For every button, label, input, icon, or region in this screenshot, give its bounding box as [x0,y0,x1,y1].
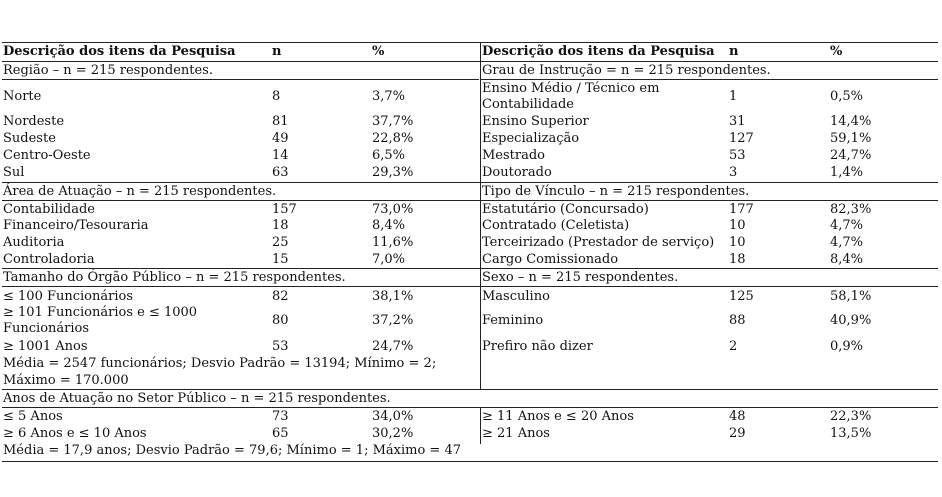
row-label: Mestrado [482,148,546,163]
rule-section-3-title [2,286,938,287]
row-label: Terceirizado (Prestador de serviço) [482,235,715,250]
rule-section-2 [2,182,938,183]
row-pct: 13,5% [830,426,872,441]
row-pct: 24,7% [372,339,414,354]
row-n: 125 [729,289,754,304]
section-title-vinculo: Tipo de Vínculo – n = 215 respondentes. [482,184,750,199]
row-label: Ensino Superior [482,114,589,129]
row-pct: 34,0% [372,409,414,424]
row-label: Norte [3,89,42,104]
row-pct: 82,3% [830,202,872,217]
header-desc-right: Descrição dos itens da Pesquisa [482,44,715,59]
rule-section-4 [2,389,938,390]
row-label: ≥ 1001 Anos [3,339,88,354]
row-n: 65 [272,426,289,441]
row-n: 3 [729,165,738,180]
section-title-tamanho: Tamanho do Órgão Público – n = 215 respondentes. [3,270,346,285]
row-pct: 8,4% [830,252,864,267]
row-n: 63 [272,165,289,180]
row-pct: 40,9% [830,313,872,328]
rule-bottom [2,461,938,462]
row-label: Especialização [482,131,580,146]
row-n: 48 [729,409,746,424]
row-pct: 0,5% [830,89,864,104]
row-n: 18 [272,218,289,233]
row-label: Centro-Oeste [3,148,91,163]
row-n: 81 [272,114,289,129]
row-n: 88 [729,313,746,328]
row-label: Cargo Comissionado [482,252,619,267]
row-n: 82 [272,289,289,304]
row-label: Prefiro não dizer [482,339,593,354]
row-pct: 37,7% [372,114,414,129]
row-n: 127 [729,131,754,146]
row-label: ≥ 6 Anos e ≤ 10 Anos [3,426,147,441]
section-title-grau: Grau de Instrução = n = 215 respondentes. [482,63,771,78]
row-pct: 24,7% [830,148,872,163]
header-pct-left: % [372,44,385,59]
rule-regiao-title [2,79,479,80]
row-pct: 29,3% [372,165,414,180]
rule-grau-title [480,79,938,80]
row-label: Contratado (Celetista) [482,218,630,233]
row-pct: 58,1% [830,289,872,304]
row-n: 10 [729,235,746,250]
header-n-left: n [272,44,282,59]
rule-section-3 [2,268,938,269]
row-label: ≤ 5 Anos [3,409,63,424]
row-n: 15 [272,252,289,267]
header-pct-right: % [830,44,843,59]
row-n: 31 [729,114,746,129]
rule-header-bottom [2,61,938,62]
section-title-setor: Anos de Atuação no Setor Público – n = 215 respondentes. [3,391,391,406]
row-label: ≥ 101 Funcionários e ≤ 1000 [3,305,198,320]
row-pct: 73,0% [372,202,414,217]
row-n: 157 [272,202,297,217]
row-label: ≥ 21 Anos [482,426,550,441]
row-n: 29 [729,426,746,441]
row-pct: 22,8% [372,131,414,146]
section-title-regiao: Região – n = 215 respondentes. [3,63,213,78]
row-label: Doutorado [482,165,552,180]
row-label: Ensino Médio / Técnico em [482,81,660,96]
header-desc-left: Descrição dos itens da Pesquisa [3,44,236,59]
row-n: 177 [729,202,754,217]
row-n: 1 [729,89,738,104]
row-n: 53 [729,148,746,163]
row-pct: 38,1% [372,289,414,304]
row-pct: 3,7% [372,89,406,104]
row-pct: 22,3% [830,409,872,424]
section-title-area: Área de Atuação – n = 215 respondentes. [3,184,277,199]
row-pct: 37,2% [372,313,414,328]
row-pct: 7,0% [372,252,406,267]
row-pct: 30,2% [372,426,414,441]
rule-section-2-title [2,200,938,201]
row-n: 80 [272,313,289,328]
row-label: Auditoria [3,235,65,250]
row-n: 49 [272,131,289,146]
row-label: ≤ 100 Funcionários [3,289,133,304]
section-title-sexo: Sexo – n = 215 respondentes. [482,270,679,285]
row-n: 25 [272,235,289,250]
divider-bottom [480,407,481,444]
stats-line-cont: Máximo = 170.000 [3,373,129,388]
row-pct: 1,4% [830,165,864,180]
header-n-right: n [729,44,739,59]
row-label-cont: Contabilidade [482,97,575,112]
rule-top [2,42,938,43]
row-n: 73 [272,409,289,424]
row-label: Controladoria [3,252,95,267]
divider-top [480,42,481,389]
row-pct: 14,4% [830,114,872,129]
row-label: Sul [3,165,25,180]
row-n: 8 [272,89,281,104]
row-pct: 11,6% [372,235,414,250]
row-n: 53 [272,339,289,354]
row-pct: 4,7% [830,235,864,250]
row-label: Estatutário (Concursado) [482,202,649,217]
row-n: 18 [729,252,746,267]
stats-line: Média = 17,9 anos; Desvio Padrão = 79,6; Mínimo = 1; Máximo = 47 [3,443,461,458]
row-n: 10 [729,218,746,233]
row-pct: 4,7% [830,218,864,233]
row-pct: 59,1% [830,131,872,146]
row-n: 2 [729,339,738,354]
row-label: Nordeste [3,114,65,129]
row-label: ≥ 11 Anos e ≤ 20 Anos [482,409,634,424]
stats-line: Média = 2547 funcionários; Desvio Padrão = 13194; Mínimo = 2; [3,356,437,371]
row-label: Feminino [482,313,544,328]
row-label: Masculino [482,289,550,304]
row-n: 14 [272,148,289,163]
row-pct: 8,4% [372,218,406,233]
row-label: Contabilidade [3,202,96,217]
row-label-cont: Funcionários [3,321,90,336]
row-pct: 6,5% [372,148,406,163]
row-label: Financeiro/Tesouraria [3,218,149,233]
row-pct: 0,9% [830,339,864,354]
rule-section-4-title [2,407,938,408]
row-label: Sudeste [3,131,56,146]
